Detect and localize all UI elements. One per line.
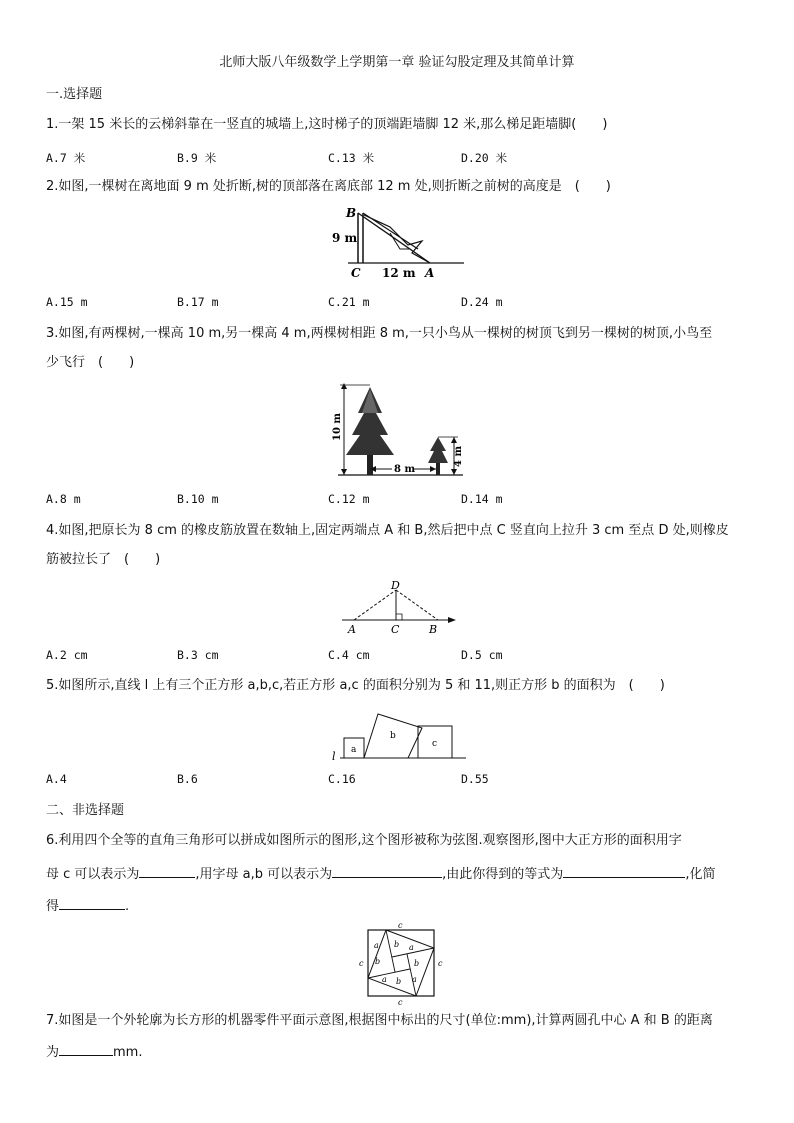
page-title: 北师大版八年级数学上学期第一章 验证勾股定理及其简单计算 <box>219 55 575 70</box>
q6-text-part4: ,化简 <box>685 867 716 882</box>
question-3-line2: 少飞行 ( ) <box>46 355 135 370</box>
q3-option-d: D.14 m <box>461 492 503 506</box>
q6-label-a-3: a <box>382 975 387 984</box>
q5-option-d: D.55 <box>461 772 489 786</box>
question-5-text: 5.如图所示,直线 l 上有三个正方形 a,b,c,若正方形 a,c 的面积分别为 5 和 11,则正方形 b 的面积为 ( ) <box>46 678 665 693</box>
q4-option-a: A.2 cm <box>46 648 88 662</box>
q4-option-d: D.5 cm <box>461 648 503 662</box>
q6-text-part5: 得 <box>46 899 60 914</box>
q6-label-b-3: b <box>414 959 420 968</box>
q4-label-a: A <box>348 623 356 636</box>
question-6-line1: 6.利用四个全等的直角三角形可以拼成如图所示的图形,这个图形被称为弦图.观察图形,图中大正方形的面积用字 <box>46 833 682 848</box>
q6-text-part3: ,由此你得到的等式为 <box>442 867 564 882</box>
q1-option-c: C.13 米 <box>328 151 375 165</box>
q6-blank-4[interactable] <box>59 896 125 910</box>
q6-label-b-1: b <box>394 940 400 949</box>
q4-label-d: D <box>391 579 400 592</box>
section-heading-nonchoice: 二、非选择题 <box>46 803 125 818</box>
q7-text-part2: mm. <box>113 1045 143 1060</box>
q6-blank-1[interactable] <box>139 864 195 878</box>
q7-text-part1: 为 <box>46 1045 60 1060</box>
question-6-line3 <box>46 896 129 916</box>
question-4-line2: 筋被拉长了 ( ) <box>46 552 161 567</box>
question-4-line1: 4.如图,把原长为 8 cm 的橡皮筋放置在数轴上,固定两端点 A 和 B,然后把中点 C 竖直向上拉升 3 cm 至点 D 处,则橡皮 <box>46 523 729 538</box>
section-heading-choice: 一.选择题 <box>46 87 103 102</box>
q3-option-c: C.12 m <box>328 492 370 506</box>
q6-text-part6: . <box>125 899 130 914</box>
q6-text-part2: ,用字母 a,b 可以表示为 <box>195 867 333 882</box>
q6-label-b-2: b <box>375 957 381 966</box>
q2-option-d: D.24 m <box>461 295 503 309</box>
q4-option-b: B.3 cm <box>177 648 219 662</box>
question-7-line1: 7.如图是一个外轮廓为长方形的机器零件平面示意图,根据图中标出的尺寸(单位:mm),计算两圆孔中心 A 和 B 的距离 <box>46 1013 713 1028</box>
q7-blank[interactable] <box>59 1042 113 1056</box>
q2-height-label: 9 m <box>332 231 358 245</box>
q5-option-a: A.4 <box>46 772 67 786</box>
q6-label-c-left: c <box>359 959 364 968</box>
q6-label-a-1: a <box>374 941 379 950</box>
q2-label-a: A <box>425 266 435 280</box>
q6-chord-diagram-figure <box>356 920 446 1007</box>
q6-blank-2[interactable] <box>332 864 442 878</box>
question-7-line2 <box>46 1042 142 1062</box>
q2-option-b: B.17 m <box>177 295 219 309</box>
q6-label-a-4: a <box>412 975 417 984</box>
question-3-line1: 3.如图,有两棵树,一棵高 10 m,另一棵高 4 m,两棵树相距 8 m,一只小鸟从一棵树的树顶飞到另一棵树的树顶,小鸟至 <box>46 326 713 341</box>
q6-label-b-4: b <box>396 977 402 986</box>
q3-option-a: A.8 m <box>46 492 81 506</box>
q3-height2-label: 4 m <box>453 445 464 467</box>
q4-option-c: C.4 cm <box>328 648 370 662</box>
q2-label-b: B <box>346 206 357 220</box>
q3-height1-label: 10 m <box>332 413 343 441</box>
q2-option-c: C.21 m <box>328 295 370 309</box>
q5-line-label: l <box>332 750 336 763</box>
q6-label-c-top: c <box>398 921 403 930</box>
q3-two-trees-figure <box>328 383 468 483</box>
question-2-text: 2.如图,一棵树在离地面 9 m 处折断,树的顶部落在离底部 12 m 处,则折断之前树的高度是 ( ) <box>46 179 611 194</box>
q2-broken-tree-figure <box>330 205 470 285</box>
q5-option-b: B.6 <box>177 772 198 786</box>
q5-square-b-label: b <box>390 731 396 741</box>
q6-label-c-right: c <box>438 959 443 968</box>
q5-option-c: C.16 <box>328 772 356 786</box>
q6-label-a-2: a <box>409 943 414 952</box>
q5-square-a-label: a <box>351 745 357 755</box>
q6-label-c-bottom: c <box>398 998 403 1007</box>
q1-option-a: A.7 米 <box>46 151 86 165</box>
q2-option-a: A.15 m <box>46 295 88 309</box>
q5-square-c-label: c <box>432 739 438 749</box>
q6-text-part1: 母 c 可以表示为 <box>46 867 140 882</box>
q2-label-c: C <box>351 266 361 280</box>
q6-blank-3[interactable] <box>563 864 685 878</box>
q3-option-b: B.10 m <box>177 492 219 506</box>
q1-option-b: B.9 米 <box>177 151 217 165</box>
q4-label-b: B <box>429 623 438 636</box>
question-6-line2 <box>46 864 715 884</box>
question-1-text: 1.一架 15 米长的云梯斜靠在一竖直的城墙上,这时梯子的顶端距墙脚 12 米,那么梯足距墙脚( ) <box>46 117 608 132</box>
q5-three-squares-figure <box>330 702 470 764</box>
q2-distance-label: 12 m <box>382 266 416 280</box>
big-tree-icon <box>346 387 394 475</box>
q3-distance-label: 8 m <box>394 464 416 475</box>
q1-option-d: D.20 米 <box>461 151 508 165</box>
q4-label-c: C <box>391 623 400 636</box>
q4-rubber-band-figure <box>340 580 460 640</box>
